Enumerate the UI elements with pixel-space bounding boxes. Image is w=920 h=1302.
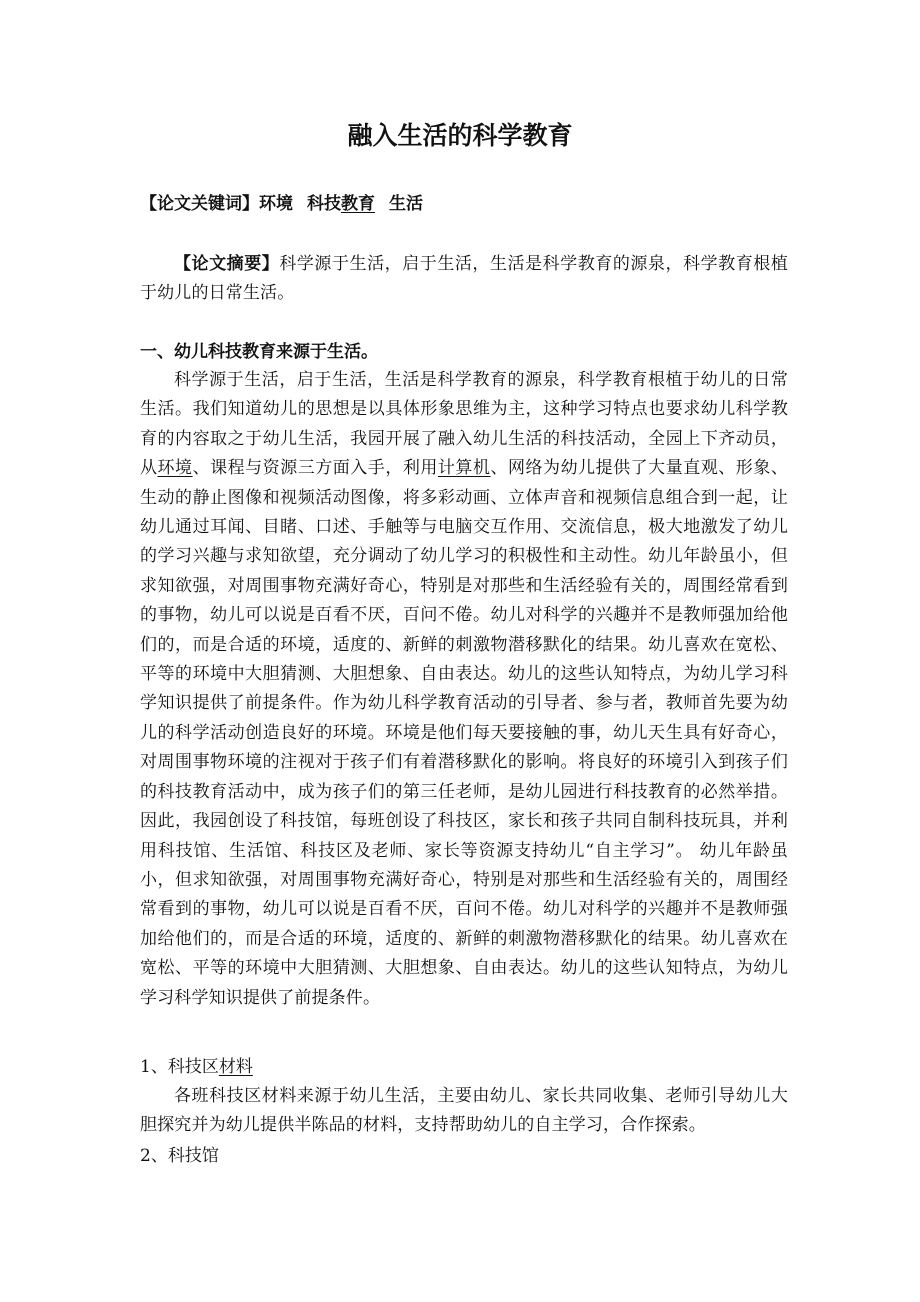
abstract-label: 【论文摘要】	[174, 254, 280, 274]
materials-link[interactable]: 材料	[218, 1057, 253, 1077]
section-1-text-part-3: 、网络为幼儿提供了大量直观、形象、生动的静止图像和视频活动图像，将多彩动画、立体声音和视频信息组合到一起，让幼儿通过耳闻、目睹、口述、手触等与电脑交互作用、交流信息，极大地激发了幼儿的学习兴趣与求知欲望，充分调动了幼儿学习的积极性和主动性。幼儿年龄虽小，但求知欲强，对周围事物充满好奇心，特别是对那些和生活经验有关的，周围经常看到的事物，幼儿可以说是百看不厌，百问不倦。幼儿对科学的兴趣并不是教师强加给他们的，而是合适的环境，适度的、新鲜的刺激物潜移默化的结果。幼儿喜欢在宽松、平等的环境中大胆猜测、大胆想象、自由表达。幼儿的这些认知特点，为幼儿学习科学知识提供了前提条件。作为幼儿科学教育活动的引导者、参与者，教师首先要为幼儿的科学活动创造良好的环境。环境是他们每天要接触的事，幼儿天生具有好奇心，对周围事物环境的注视对于孩子们有着潜移默化的影响。将良好的环境引入到孩子们的科技教育活动中，成为孩子们的第三任老师，是幼儿园进行科技教育的必然举措。因此，我园创设了科技馆，每班创设了科技区，家长和孩子共同自制科技玩具，并利用科技馆、生活馆、科技区及老师、家长等资源支持幼儿“自主学习”。 幼儿年龄虽小，但求知欲强，对周围事物充满好奇心，特别是对那些和生活经验有关的，周围经常看到的事物，幼儿可以说是百看不厌，百问不倦。幼儿对科学的兴趣并不是教师强加给他们的，而是合适的环境，适度的、新鲜的刺激物潜移默化的结果。幼儿喜欢在宽松、平等的环境中大胆猜测、大胆想象、自由表达。幼儿的这些认知特点，为幼儿学习科学知识提供了前提条件。	[140, 458, 788, 1008]
subsection-heading-2: 2、科技馆	[140, 1146, 219, 1166]
keyword-technology: 科技	[307, 194, 341, 214]
section-1-text-part-1: 科学源于生活，启于生活，生活是科学教育的源泉，科学教育根植于幼儿的日常生活。我们知道幼儿的思想是以具体形象思维为主，这种学习特点也要求幼儿科学教育的内容取之于幼儿生活，我园开展了融入幼儿生活的科技活动，全园上下齐动员，从	[140, 370, 788, 479]
keyword-life: 生活	[389, 194, 423, 214]
abstract-block	[140, 250, 788, 309]
abstract-text: 科学源于生活，启于生活，生活是科学教育的源泉，科学教育根植于幼儿的日常生活。	[140, 254, 788, 304]
section-1-body	[140, 366, 788, 1013]
subsection-1-body	[140, 1082, 788, 1141]
section-1-paragraph	[140, 366, 788, 1013]
section-1-text-part-2: 、课程与资源三方面入手，利用	[192, 458, 438, 479]
subsection-heading-1	[140, 1052, 253, 1082]
section-heading-1: 一、幼儿科技教育来源于生活。	[140, 342, 378, 362]
document-title: 融入生活的科学教育	[347, 121, 573, 150]
keywords-label: 【论文关键词】	[140, 194, 259, 214]
abstract-paragraph	[140, 250, 788, 309]
keyword-environment: 环境	[259, 194, 293, 214]
subsection-1-prefix: 1、科技区	[140, 1057, 219, 1077]
subsection-1-paragraph: 各班科技区材料来源于幼儿生活，主要由幼儿、家长共同收集、老师引导幼儿大胆探究并为幼儿提供半陈品的材料，支持帮助幼儿的自主学习，合作探索。	[140, 1086, 788, 1136]
keyword-education-link[interactable]: 教育	[341, 194, 375, 214]
keywords-line	[140, 189, 790, 219]
computer-link[interactable]: 计算机	[437, 458, 491, 479]
environment-link[interactable]: 环境	[157, 458, 193, 479]
